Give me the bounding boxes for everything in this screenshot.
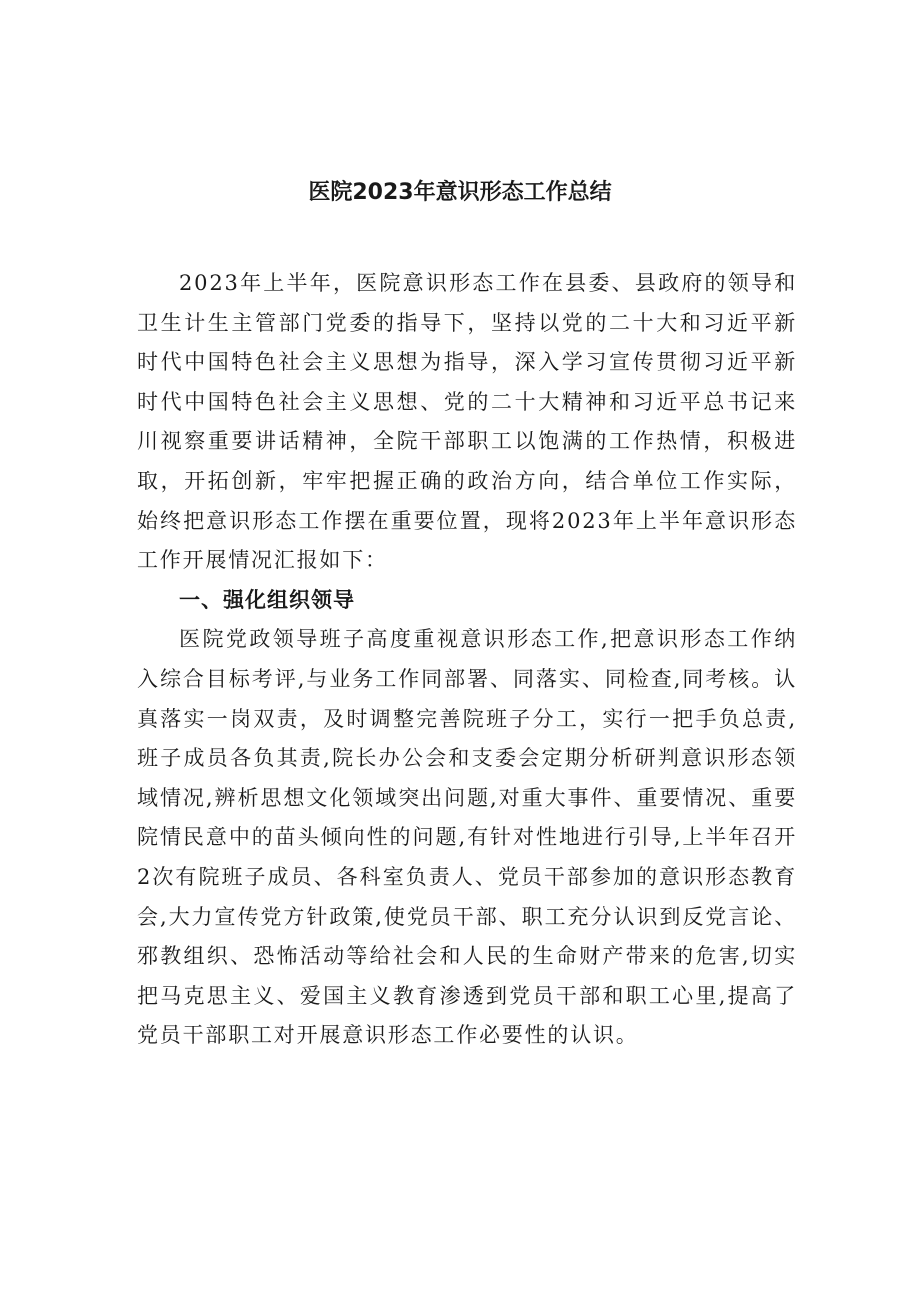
section-paragraph: 医院党政领导班子高度重视意识形态工作,把意识形态工作纳入综合目标考评,与业务工作同部署、同落实、同检查,同考核。认真落实一岗双责，及时调整完善院班子分工，实行一把手负总责,班子成员各负其责,院长办公会和支委会定期分析研判意识形态领域情况,辨析思想文化领域突出问题,对重大事件、重要情况、重要院情民意中的苗头倾向性的问题,有针对性地进行引导,上半年召开2次有院班子成员、各科室负责人、党员干部参加的意识形态教育会,大力宣传党方针政策,使党员干部、职工充分认识到反党言论、邪教组织、恐怖活动等给社会和人民的生命财产带来的危害,切实把马克思主义、爱国主义教育渗透到党员干部和职工心里,提高了党员干部职工对开展意识形态工作必要性的认识。 [137,627,797,1048]
document-body [137,264,797,1056]
document-title: 医院2023年意识形态工作总结 [308,180,612,205]
intro-paragraph: 2023年上半年，医院意识形态工作在县委、县政府的领导和卫生计生主管部门党委的指导下，坚持以党的二十大和习近平新时代中国特色社会主义思想为指导，深入学习宣传贯彻习近平新时代中国特色社会主义思想、党的二十大精神和习近平总书记来川视察重要讲话精神，全院干部职工以饱满的工作热情，积极进取，开拓创新，牢牢把握正确的政治方向，结合单位工作实际，始终把意识形态工作摆在重要位置，现将2023年上半年意识形态工作开展情况汇报如下： [137,271,797,573]
section-heading: 一、强化组织领导 [179,587,355,612]
